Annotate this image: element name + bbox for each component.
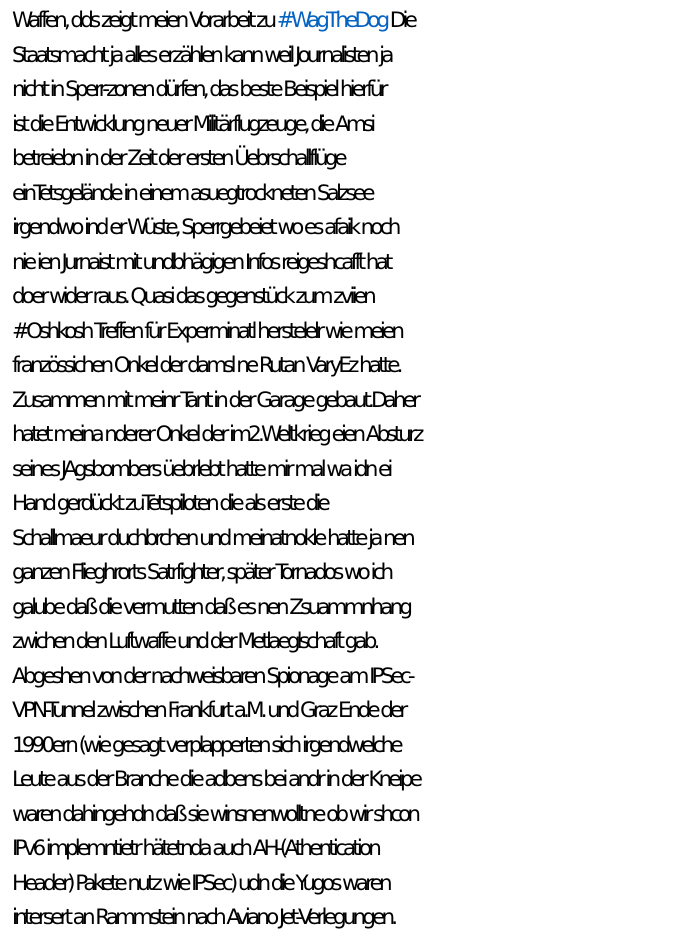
document-body xyxy=(12,4,684,936)
text-line: irgendwo ind er Wüste, Sperrgebeiet wo es afaik noch xyxy=(12,215,398,240)
text-line: galube daß die vermutten daß es nen Zsuammnhang xyxy=(12,594,410,620)
text-line: Hand gerdückt zuTetspiloten die als erste die xyxy=(12,491,327,516)
text-line: hatet meina nderer Onkel der im2.Weltkrieg eien Absturz xyxy=(12,422,421,447)
text-line: nie ien Jurnaist mit undbhägigen Infos reigeshcafft hat xyxy=(12,249,390,275)
text-line: IPv6 implemntietr hätetnda auch AH-(Athentication xyxy=(12,836,379,861)
text-line: doer wider raus. Quasi das gegenstück zum zviien xyxy=(12,284,373,309)
text-line: ist die Entwicklung neuer Militärflugzeuge, die Amsi xyxy=(12,111,373,137)
text-line: Staatsmacht ja alles erzählen kann weil Journalisten ja xyxy=(12,42,391,68)
text-line: französsichen Onkel der damsl ne Rutan VaryEz hatte. xyxy=(12,353,400,378)
text-line: Header) Pakete nutz wie IPSec) udn die Yugos waren xyxy=(12,870,389,896)
hashtag-link[interactable]: #WagTheDog xyxy=(276,8,387,33)
text-line: 1990ern (wie gesagt verplapperten sich irgendwelche xyxy=(12,732,400,758)
text-line: Schallmaeur duchbrchen und meinatnokle hatte ja nen xyxy=(12,525,412,551)
text-line: einTetsgelände in einem asuegtrockneten Salzsee xyxy=(12,180,372,206)
text-segment: Waffen, dds zeigt meien Vorarbeit zu xyxy=(12,8,277,33)
text-line: ganzen Flieghrorts Satrfighter, später Tornados wo ich xyxy=(12,560,391,585)
text-line: #Oshkosh Treffen für Experminatl herstelelr wie meien xyxy=(12,318,402,344)
text-line: Abgeshen von der nachweisbaren Spionage am IPSec- xyxy=(12,663,412,689)
text-line: nicht in Sperr-zonen dürfen, das beste Beispiel hierfür xyxy=(12,77,385,102)
text-segment: Die xyxy=(386,8,415,33)
text-line: waren dahingehdn daß sie winsnenwolltne ob wir shcon xyxy=(12,801,418,827)
text-line: intersert an Rammstein nach Aviano Jet-Verlegungen. xyxy=(12,905,395,930)
text-line: VPN-Tunnel zwischen Frankfurt a.M. und Graz Ende der xyxy=(12,698,405,723)
text-line: zwichen den Luftwaffe und der Metlaeglschaft gab. xyxy=(12,629,377,654)
text-line xyxy=(12,4,684,39)
text-line: betreiebn in der Zeit der ersten Üebrschallflüge xyxy=(12,146,344,171)
text-line: seines JAgsbombers üebrlebt hatte mir mal wa idn ei xyxy=(12,456,390,482)
text-line: Leute aus der Branche die adbens bei andr in der Kneipe xyxy=(12,767,420,792)
text-line: Zusammen mit meinr Tant in der Garage gebaut.Daher xyxy=(12,387,418,413)
